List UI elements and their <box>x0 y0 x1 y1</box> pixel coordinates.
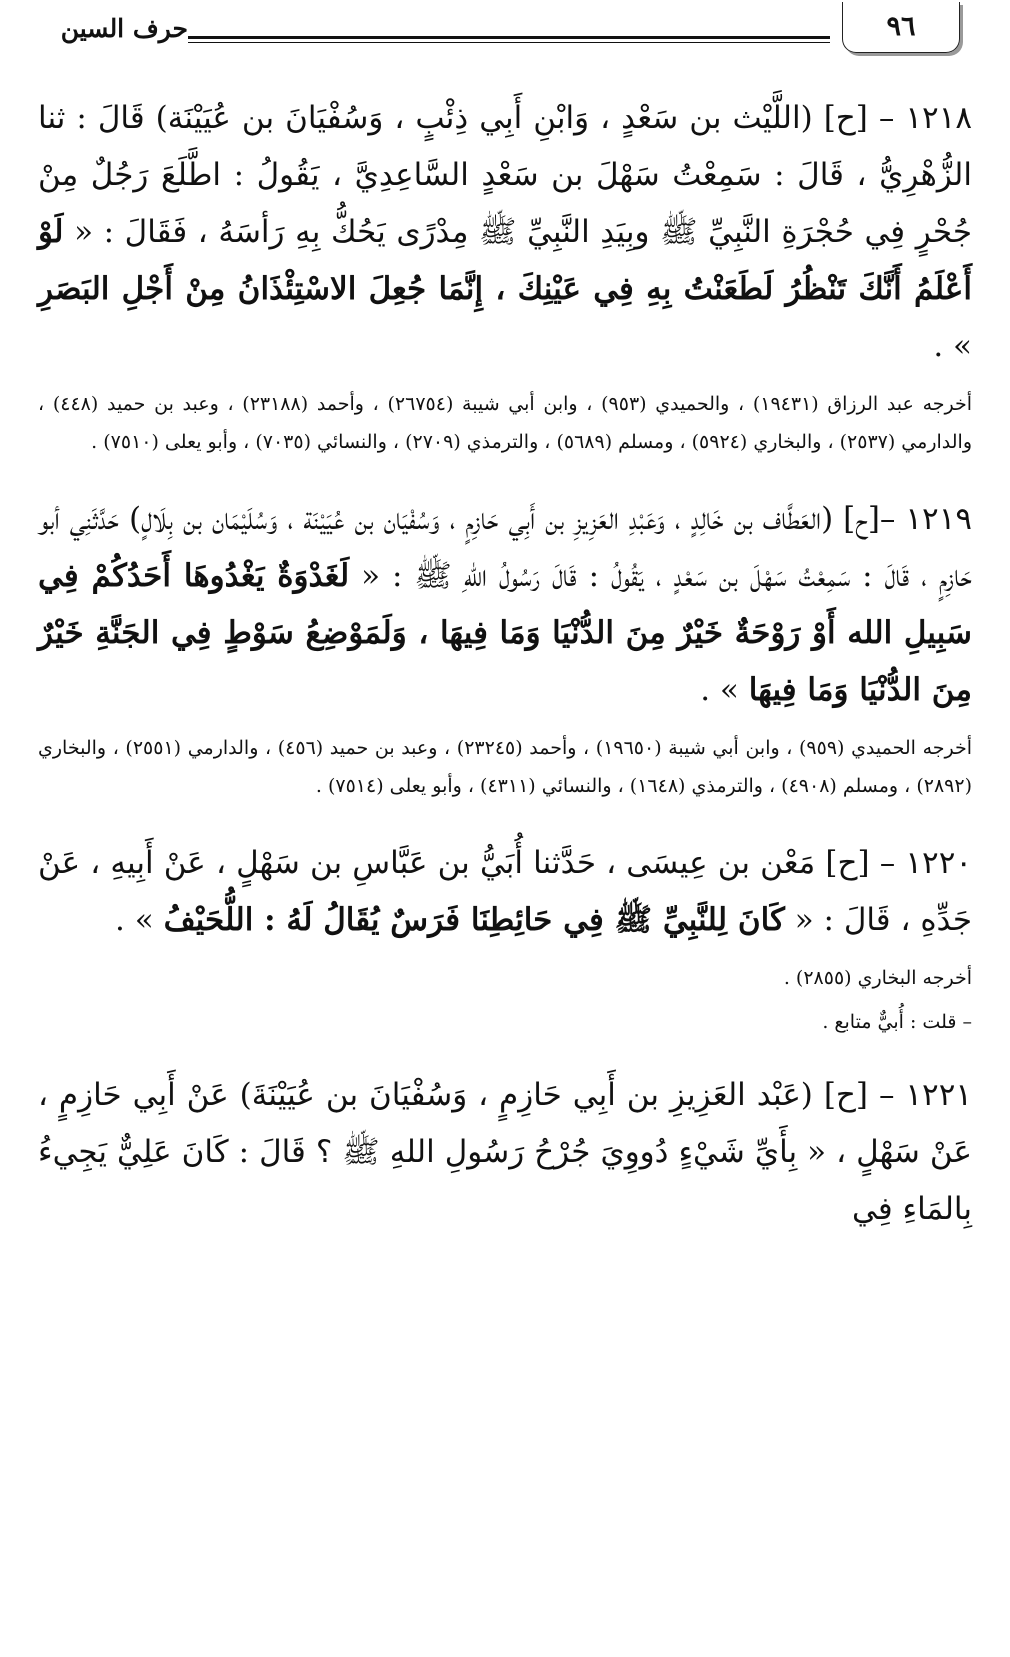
hadith-isnad: – [ح] (اللَّيْث بن سَعْدٍ ، وَابْنِ أَبِي ذِئْبٍ ، وَسُفْيَانَ بن عُيَيْنَة) قَالَ : ثنا الزُّهْرِيُّ ، قَالَ : سَمِعْتُ سَهْلَ بن سَعْدٍ السَّاعِدِيَّ ، يَقُولُ : اطَّلَعَ رَجُلٌ مِنْ جُحْرٍ فِي حُجْرَةِ النَّبِيِّ ﷺ وبِيَدِ النَّبِيِّ ﷺ مِدْرًى يَحُكُّ بِهِ رَأسَهُ ، فَقَالَ : « <box>38 100 972 250</box>
note-1220: – قلت : أُبيٌّ متابع . <box>822 1011 972 1033</box>
header-rule <box>188 36 830 39</box>
hadith-matn: لَوْ أَعْلَمُ أَنَّكَ تَنْظُرُ لَطَعَنْتُ بِهِ فِي عَيْنِكَ ، إِنَّمَا جُعِلَ الاسْتِئْذَانُ مِنْ أَجْلِ البَصَرِ <box>38 214 972 307</box>
hadith-isnad: – [ح] مَعْن بن عِيسَى ، حَدَّثنا أُبَيُّ بن عَبَّاسِ بن سَهْلٍ ، عَنْ أَبِيهِ ، عَنْ جَدِّهِ ، قَالَ : « <box>38 845 972 938</box>
header-rule-thin <box>188 42 830 43</box>
page-number-tab: ٩٦ <box>842 2 960 53</box>
hadith-isnad: –[ح] (العَطَّاف بن خَالِدٍ ، وَعَبْدِ العَزِيزِ بن أَبِي حَازِمٍ ، وَسُفْيَان بن عُيَيْنَة ، وَسُلَيْمَان بن بِلَالٍ) حَدَّثَنِي أبو حَازِمٍ ، قَالَ : سَمِعْتُ سَهْلَ بن سَعْدٍ ، يَقُولُ : قَالَ رَسُولُ اللهِ ﷺ : « <box>38 501 972 594</box>
takhrij-1219: أخرجه الحميدي (٩٥٩) ، وابن أبي شيبة (١٩٦٥٠) ، وأحمد (٢٣٢٤٥) ، وعبد بن حميد (٤٥٦) ، والدارمي (٢٥٥١) ، والبخاري (٢٨٩٢) ، ومسلم (٤٩٠٨) ، والترمذي (١٦٤٨) ، والنسائي (٤٣١١) ، وأبو يعلى (٧٥١٤) . <box>38 737 973 797</box>
hadith-1221 <box>38 1067 972 1238</box>
hadith-matn: لَغَدْوَةٌ يَغْدُوهَا أَحَدُكُمْ فِي سَبِيلِ الله أَوْ رَوْحَةٌ خَيْرٌ مِنَ الدُّنْيَا وَمَا فِيهَا ، وَلَمَوْضِعُ سَوْطٍ فِي الجَنَّةِ خَيْرٌ مِنَ الدُّنْيَا وَمَا فِيهَا <box>38 558 972 708</box>
page-header <box>0 0 1010 80</box>
hadith-close: » . <box>115 902 164 938</box>
running-title: حرف السين <box>60 14 188 43</box>
hadith-number: ١٢٢١ <box>905 1077 972 1113</box>
takhrij-1218: أخرجه عبد الرزاق (١٩٤٣١) ، والحميدي (٩٥٣) ، وابن أبي شيبة (٢٦٧٥٤) ، وأحمد (٢٣١٨٨) ، وعبد بن حميد (٤٤٨) ، والدارمي (٢٥٣٧) ، والبخاري (٥٩٢٤) ، ومسلم (٥٦٨٩) ، والترمذي (٢٧٠٩) ، والنسائي (٧٠٣٥) ، وأبو يعلى (٧٥١٠) . <box>38 393 973 453</box>
hadith-1219 <box>38 491 972 719</box>
page-content <box>38 90 972 1238</box>
hadith-number: ١٢٢٠ <box>905 845 972 881</box>
hadith-1220 <box>38 835 972 949</box>
hadith-matn: كَانَ لِلنَّبِيِّ ﷺ فِي حَائِطِنَا فَرَسٌ يُقَالُ لَهُ : اللُّحَيْفُ <box>163 902 785 938</box>
hadith-number: ١٢١٩ <box>905 501 972 537</box>
hadith-number: ١٢١٨ <box>905 100 972 136</box>
hadith-close: » . <box>933 328 972 364</box>
takhrij-1220: أخرجه البخاري (٢٨٥٥) . <box>783 967 972 989</box>
hadith-1218 <box>38 90 972 375</box>
hadith-close: » . <box>700 672 749 708</box>
hadith-isnad: – [ح] (عَبْد العَزِيزِ بن أَبِي حَازِمٍ ، وَسُفْيَانَ بن عُيَيْنَةَ) عَنْ أَبِي حَازِمٍ ، عَنْ سَهْلٍ ، « بِأَيِّ شَيْءٍ دُووِيَ جُرْحُ رَسُولِ اللهِ ﷺ ؟ قَالَ : كَانَ عَلِيٌّ يَجِيءُ بِالمَاءِ فِي <box>38 1077 972 1227</box>
